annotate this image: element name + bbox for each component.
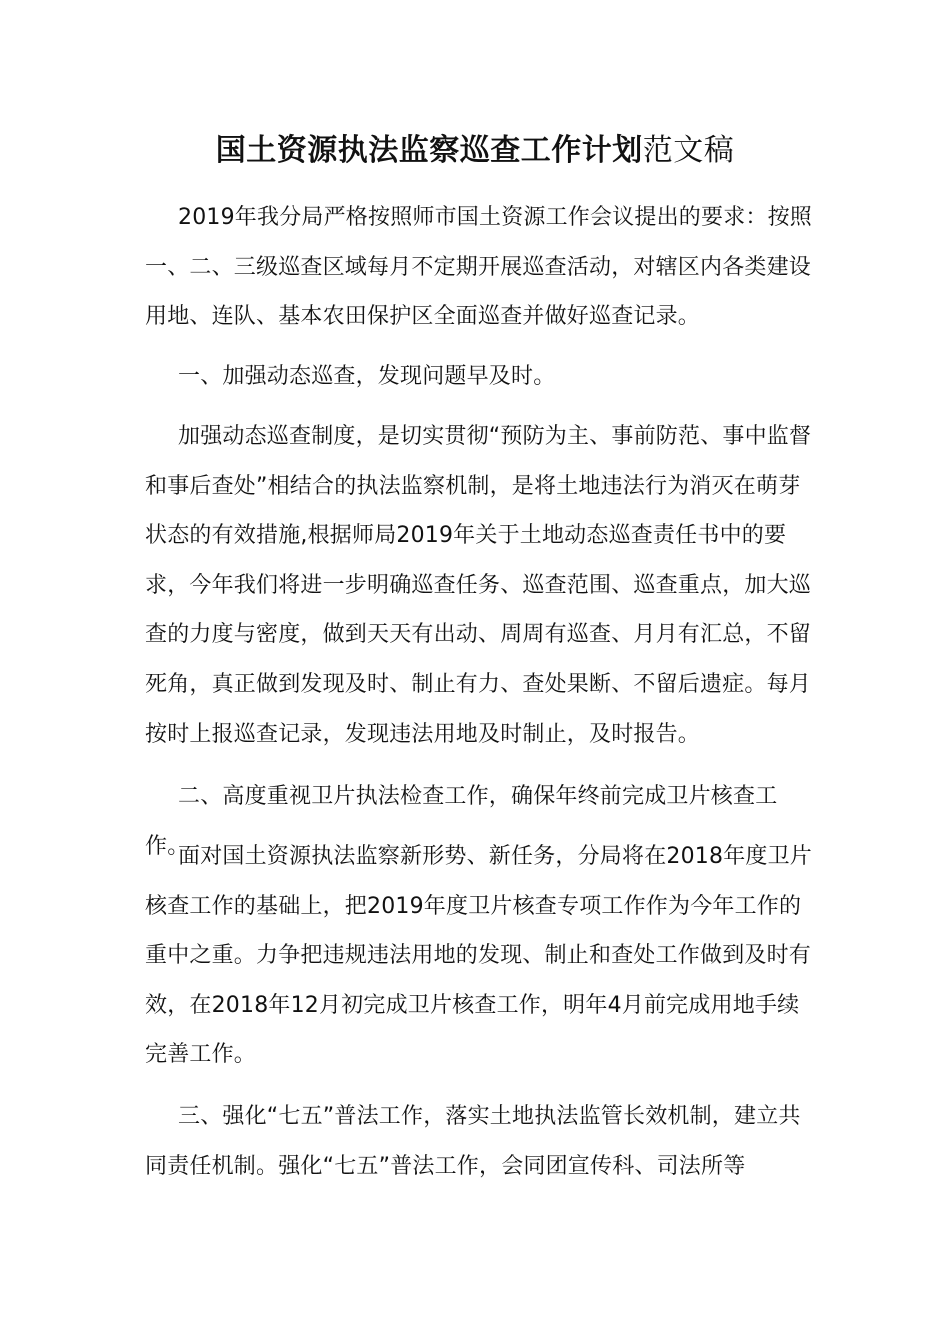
- document-title: [0, 128, 950, 174]
- paragraph-section-3: 三、强化“七五”普法工作，落实土地执法监管长效机制，建立共同责任机制。强化“七五”普法工作，会同团宣传科、司法所等: [145, 1104, 801, 1179]
- section-heading-1: 一、加强动态巡查，发现问题早及时。: [178, 364, 556, 389]
- section-heading-2: 二、高度重视卫片执法检查工作，确保年终前完成卫片核查工作。: [145, 784, 778, 859]
- paragraph-section-2: 面对国土资源执法监察新形势、新任务，分局将在2018年度卫片核查工作的基础上，把2019年度卫片核查专项工作作为今年工作的重中之重。力争把违规违法用地的发现、制止和查处工作做到及时有效，在2018年12月初完成卫片核查工作，明年4月前完成用地手续完善工作。: [145, 844, 812, 1068]
- paragraph-intro: 2019年我分局严格按照师市国土资源工作会议提出的要求：按照一、二、三级巡查区域每月不定期开展巡查活动，对辖区内各类建设用地、连队、基本农田保护区全面巡查并做好巡查记录。: [145, 205, 812, 330]
- paragraph-section-1: 加强动态巡查制度，是切实贯彻“预防为主、事前防范、事中监督和事后查处”相结合的执法监察机制，是将土地违法行为消灭在萌芽状态的有效措施,根据师局2019年关于土地动态巡查责任书中的要求，今年我们将进一步明确巡查任务、巡查范围、巡查重点，加大巡查的力度与密度，做到天天有出动、周周有巡查、月月有汇总，不留死角，真正做到发现及时、制止有力、查处果断、不留后遗症。每月按时上报巡查记录，发现违法用地及时制止，及时报告。: [145, 424, 812, 747]
- document-title-suffix: 范文稿: [642, 133, 735, 168]
- document-title-main: 国土资源执法监察巡查工作计划: [215, 133, 643, 168]
